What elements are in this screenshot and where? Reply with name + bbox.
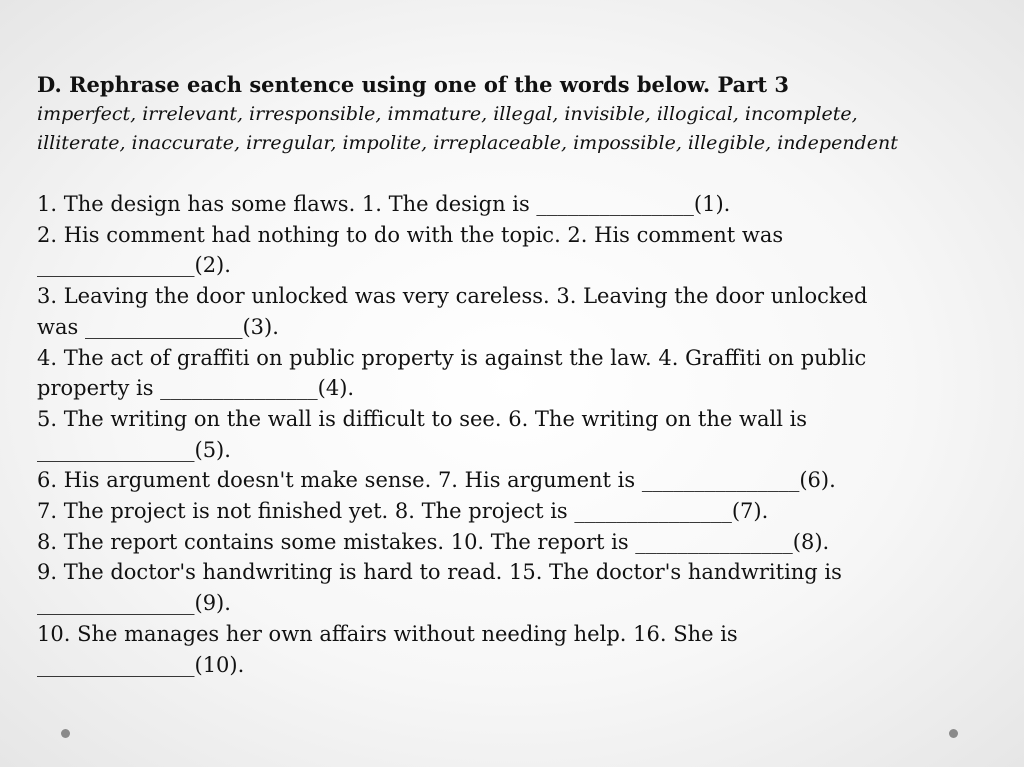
- decorative-dot-right: [949, 729, 958, 738]
- exercise-line: was _______________(3).: [37, 314, 279, 339]
- exercise-line: 3. Leaving the door unlocked was very careless. 3. Leaving the door unlocked: [37, 284, 868, 309]
- exercise-line: 9. The doctor's handwriting is hard to read. 15. The doctor's handwriting is: [37, 560, 842, 585]
- exercise-content: [37, 70, 997, 680]
- exercise-line: property is _______________(4).: [37, 376, 355, 401]
- exercise-line: _______________(9).: [37, 591, 231, 616]
- exercise-line: 10. She manages her own affairs without needing help. 16. She is: [37, 621, 738, 646]
- exercise-line: 7. The project is not finished yet. 8. The project is _______________(7).: [37, 499, 769, 524]
- word-list-line-2: illiterate, inaccurate, irregular, impolite, irreplaceable, impossible, illegible, independent: [37, 132, 898, 154]
- exercise-line: _______________(10).: [37, 652, 245, 677]
- word-list-line-1: imperfect, irrelevant, irresponsible, immature, illegal, invisible, illogical, incomplete,: [37, 103, 858, 125]
- exercise-line: _______________(2).: [37, 253, 231, 278]
- exercise-line: _______________(5).: [37, 437, 231, 462]
- exercise-line: 6. His argument doesn't make sense. 7. His argument is _______________(6).: [37, 468, 836, 493]
- exercise-line: 5. The writing on the wall is difficult to see. 6. The writing on the wall is: [37, 406, 808, 431]
- spacer: [37, 158, 997, 189]
- exercise-line: 4. The act of graffiti on public property is against the law. 4. Graffiti on public: [37, 345, 867, 370]
- exercise-line: 1. The design has some flaws. 1. The design is _______________(1).: [37, 192, 731, 216]
- decorative-dot-left: [61, 729, 70, 738]
- exercise-line: 2. His comment had nothing to do with the topic. 2. His comment was: [37, 222, 784, 247]
- exercise-line: 8. The report contains some mistakes. 10. The report is _______________(8).: [37, 529, 830, 554]
- exercise-heading: D. Rephrase each sentence using one of the words below. Part 3: [37, 72, 789, 97]
